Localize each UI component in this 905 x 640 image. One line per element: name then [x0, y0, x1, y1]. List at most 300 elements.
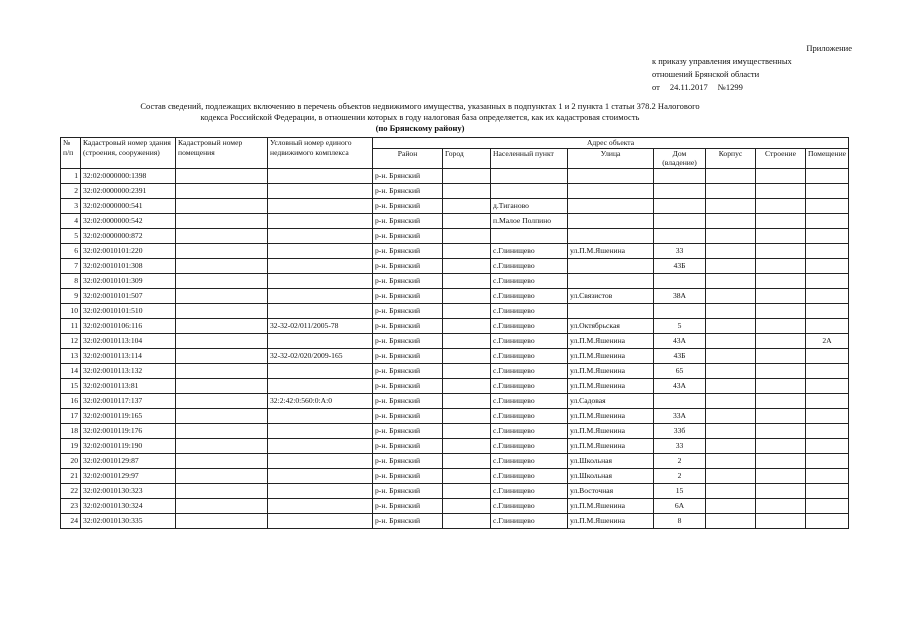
cell-district: р-н. Брянский [373, 318, 443, 333]
header-city: Город [443, 148, 491, 168]
cell-room [806, 393, 849, 408]
cell-house: 2 [654, 453, 706, 468]
cell-complex [268, 513, 373, 528]
cell-num: 8 [61, 273, 81, 288]
cell-settlement: с.Глинищево [491, 408, 568, 423]
cell-cad-building: 32:02:0010119:176 [81, 423, 176, 438]
cell-room: 2А [806, 333, 849, 348]
cell-cad-room [176, 408, 268, 423]
table-row [61, 453, 849, 468]
header-cad-room: Кадастровый номер помещения [176, 138, 268, 169]
cell-cad-building: 32:02:0010130:324 [81, 498, 176, 513]
cell-complex [268, 333, 373, 348]
cell-korpus [706, 243, 756, 258]
cell-street: ул.Школьная [568, 468, 654, 483]
cell-korpus [706, 438, 756, 453]
cell-street [568, 303, 654, 318]
cell-cad-building: 32:02:0010101:220 [81, 243, 176, 258]
cell-city [443, 288, 491, 303]
cell-num: 22 [61, 483, 81, 498]
cell-street: ул.П.М.Яшенина [568, 498, 654, 513]
cell-num: 3 [61, 198, 81, 213]
table-row [61, 213, 849, 228]
cell-korpus [706, 288, 756, 303]
cell-building [756, 363, 806, 378]
cell-cad-building: 32:02:0010113:81 [81, 378, 176, 393]
cell-room [806, 273, 849, 288]
appendix-block [652, 42, 852, 94]
cell-district: р-н. Брянский [373, 468, 443, 483]
cell-num: 9 [61, 288, 81, 303]
cell-korpus [706, 408, 756, 423]
cell-building [756, 498, 806, 513]
cell-complex [268, 183, 373, 198]
cell-building [756, 453, 806, 468]
cell-num: 16 [61, 393, 81, 408]
cell-street: ул.П.М.Яшенина [568, 243, 654, 258]
cell-korpus [706, 423, 756, 438]
cell-cad-room [176, 393, 268, 408]
cell-settlement: с.Глинищево [491, 243, 568, 258]
cell-korpus [706, 198, 756, 213]
cell-korpus [706, 363, 756, 378]
cell-city [443, 333, 491, 348]
cell-cad-room [176, 258, 268, 273]
cell-korpus [706, 228, 756, 243]
header-district: Район [373, 148, 443, 168]
cell-room [806, 318, 849, 333]
cell-cad-building: 32:02:0010113:104 [81, 333, 176, 348]
cell-korpus [706, 258, 756, 273]
cell-house [654, 198, 706, 213]
cell-building [756, 393, 806, 408]
cell-cad-room [176, 213, 268, 228]
cell-settlement: с.Глинищево [491, 498, 568, 513]
document-heading [120, 101, 720, 134]
cell-cad-room [176, 453, 268, 468]
cell-room [806, 408, 849, 423]
cell-cad-building: 32:02:0000000:542 [81, 213, 176, 228]
cell-street: ул.Восточная [568, 483, 654, 498]
cell-complex [268, 483, 373, 498]
cell-settlement: с.Глинищево [491, 423, 568, 438]
cell-complex [268, 228, 373, 243]
cell-building [756, 408, 806, 423]
table-row [61, 258, 849, 273]
cell-district: р-н. Брянский [373, 453, 443, 468]
cell-complex [268, 438, 373, 453]
cell-district: р-н. Брянский [373, 183, 443, 198]
cell-room [806, 198, 849, 213]
cell-room [806, 423, 849, 438]
cell-cad-room [176, 243, 268, 258]
cell-cad-building: 32:02:0010113:132 [81, 363, 176, 378]
cell-cad-building: 32:02:0000000:2391 [81, 183, 176, 198]
cell-building [756, 318, 806, 333]
cell-street: ул.П.М.Яшенина [568, 408, 654, 423]
cell-complex [268, 303, 373, 318]
cell-district: р-н. Брянский [373, 228, 443, 243]
cell-house: 65 [654, 363, 706, 378]
cell-city [443, 378, 491, 393]
cell-complex: 32:2:42:0:560:0:A:0 [268, 393, 373, 408]
cell-korpus [706, 453, 756, 468]
cell-num: 6 [61, 243, 81, 258]
header-address: Адрес объекта [373, 138, 849, 149]
cell-num: 13 [61, 348, 81, 363]
cell-cad-room [176, 348, 268, 363]
cell-room [806, 183, 849, 198]
cell-num: 11 [61, 318, 81, 333]
cell-room [806, 228, 849, 243]
cell-korpus [706, 483, 756, 498]
cell-building [756, 333, 806, 348]
cell-settlement: с.Глинищево [491, 513, 568, 528]
cell-cad-room [176, 378, 268, 393]
cell-house: 8 [654, 513, 706, 528]
cell-city [443, 228, 491, 243]
cell-korpus [706, 213, 756, 228]
cell-house: 33б [654, 423, 706, 438]
cell-house: 33 [654, 243, 706, 258]
cell-house: 33 [654, 438, 706, 453]
cell-cad-building: 32:02:0010119:190 [81, 438, 176, 453]
cell-city [443, 258, 491, 273]
cell-district: р-н. Брянский [373, 273, 443, 288]
cell-district: р-н. Брянский [373, 333, 443, 348]
cell-city [443, 303, 491, 318]
header-street: Улица [568, 148, 654, 168]
cell-district: р-н. Брянский [373, 348, 443, 363]
cell-complex [268, 273, 373, 288]
cell-cad-building: 32:02:0000000:872 [81, 228, 176, 243]
cell-building [756, 303, 806, 318]
cell-settlement: с.Глинищево [491, 318, 568, 333]
cell-district: р-н. Брянский [373, 483, 443, 498]
cell-building [756, 288, 806, 303]
appendix-date-line [652, 81, 852, 94]
header-settlement: Населенный пункт [491, 148, 568, 168]
cell-district: р-н. Брянский [373, 378, 443, 393]
cell-cad-building: 32:02:0010130:323 [81, 483, 176, 498]
cell-building [756, 213, 806, 228]
cell-cad-building: 32:02:0010101:510 [81, 303, 176, 318]
cell-room [806, 288, 849, 303]
cell-cad-room [176, 168, 268, 183]
cell-district: р-н. Брянский [373, 513, 443, 528]
cell-cad-building: 32:02:0010129:97 [81, 468, 176, 483]
cell-street [568, 258, 654, 273]
cell-complex [268, 498, 373, 513]
cell-korpus [706, 303, 756, 318]
cell-street [568, 168, 654, 183]
cell-building [756, 228, 806, 243]
cell-house: 15 [654, 483, 706, 498]
cell-house [654, 273, 706, 288]
cell-building [756, 483, 806, 498]
cell-city [443, 423, 491, 438]
header-num: № п/п [61, 138, 81, 169]
cell-korpus [706, 348, 756, 363]
cell-city [443, 213, 491, 228]
cell-room [806, 378, 849, 393]
cell-korpus [706, 333, 756, 348]
cell-house: 43А [654, 378, 706, 393]
header-room: Помещение [806, 148, 849, 168]
cell-district: р-н. Брянский [373, 363, 443, 378]
cell-num: 14 [61, 363, 81, 378]
header-complex: Условный номер единого недвижимого комплекса [268, 138, 373, 169]
heading-line-1: Состав сведений, подлежащих включению в перечень объектов недвижимого имущества, указанных в подпунктах 1 и 2 пункта 1 статьи 378.2 Налогового [140, 101, 700, 111]
cell-street: ул.П.М.Яшенина [568, 348, 654, 363]
cell-complex [268, 168, 373, 183]
cell-district: р-н. Брянский [373, 243, 443, 258]
cell-settlement: с.Глинищево [491, 468, 568, 483]
cell-cad-room [176, 513, 268, 528]
table-row [61, 498, 849, 513]
cell-settlement: с.Глинищево [491, 378, 568, 393]
cell-complex [268, 378, 373, 393]
appendix-date: 24.11.2017 [669, 82, 708, 92]
cell-house [654, 183, 706, 198]
cell-building [756, 168, 806, 183]
cell-room [806, 348, 849, 363]
cell-city [443, 498, 491, 513]
table-row [61, 483, 849, 498]
cell-korpus [706, 468, 756, 483]
cell-room [806, 498, 849, 513]
cell-settlement: д.Тиганово [491, 198, 568, 213]
cell-complex [268, 468, 373, 483]
cell-cad-building: 32:02:0010101:507 [81, 288, 176, 303]
cell-num: 5 [61, 228, 81, 243]
cell-district: р-н. Брянский [373, 408, 443, 423]
cell-cad-room [176, 423, 268, 438]
cell-settlement: с.Глинищево [491, 438, 568, 453]
cell-street: ул.П.М.Яшенина [568, 423, 654, 438]
cell-city [443, 243, 491, 258]
cell-street [568, 228, 654, 243]
cell-city [443, 408, 491, 423]
cell-house: 43Б [654, 258, 706, 273]
header-house: Дом (владение) [654, 148, 706, 168]
cell-cad-room [176, 303, 268, 318]
cell-district: р-н. Брянский [373, 168, 443, 183]
cell-street: ул.Октябрьская [568, 318, 654, 333]
table-row [61, 393, 849, 408]
cell-house [654, 228, 706, 243]
cell-district: р-н. Брянский [373, 213, 443, 228]
cell-settlement [491, 168, 568, 183]
cell-district: р-н. Брянский [373, 303, 443, 318]
cell-building [756, 513, 806, 528]
cell-cad-room [176, 483, 268, 498]
cell-korpus [706, 393, 756, 408]
cell-complex [268, 243, 373, 258]
table-row [61, 243, 849, 258]
cell-num: 24 [61, 513, 81, 528]
cell-complex [268, 453, 373, 468]
cell-street: ул.П.М.Яшенина [568, 333, 654, 348]
cell-city [443, 168, 491, 183]
cell-building [756, 438, 806, 453]
cell-korpus [706, 498, 756, 513]
cell-street [568, 183, 654, 198]
table-row [61, 318, 849, 333]
cell-num: 4 [61, 213, 81, 228]
cell-building [756, 258, 806, 273]
cell-settlement: с.Глинищево [491, 363, 568, 378]
table-row [61, 408, 849, 423]
cell-building [756, 273, 806, 288]
cell-settlement: с.Глинищево [491, 303, 568, 318]
cell-num: 18 [61, 423, 81, 438]
cell-settlement: с.Глинищево [491, 258, 568, 273]
cell-building [756, 348, 806, 363]
cell-room [806, 513, 849, 528]
appendix-date-prefix: от [652, 82, 660, 92]
cell-cad-building: 32:02:0010130:335 [81, 513, 176, 528]
cell-street: ул.П.М.Яшенина [568, 363, 654, 378]
table-row [61, 183, 849, 198]
cell-cad-room [176, 438, 268, 453]
cell-district: р-н. Брянский [373, 423, 443, 438]
cell-complex [268, 408, 373, 423]
cell-district: р-н. Брянский [373, 258, 443, 273]
cell-street: ул.Связистов [568, 288, 654, 303]
cell-num: 20 [61, 453, 81, 468]
appendix-line-2: отношений Брянской области [652, 69, 760, 79]
cell-room [806, 363, 849, 378]
cell-complex [268, 258, 373, 273]
cell-cad-room [176, 288, 268, 303]
cell-city [443, 468, 491, 483]
cell-num: 17 [61, 408, 81, 423]
table-row [61, 273, 849, 288]
cell-korpus [706, 318, 756, 333]
cell-building [756, 378, 806, 393]
cell-settlement: с.Глинищево [491, 393, 568, 408]
cell-settlement: с.Глинищево [491, 348, 568, 363]
appendix-number: №1299 [717, 82, 743, 92]
cell-complex: 32-32-02/020/2009-165 [268, 348, 373, 363]
cell-num: 19 [61, 438, 81, 453]
cell-complex [268, 198, 373, 213]
cell-num: 10 [61, 303, 81, 318]
cell-cad-building: 32:02:0010113:114 [81, 348, 176, 363]
cell-settlement [491, 228, 568, 243]
cell-complex: 32-32-02/011/2005-78 [268, 318, 373, 333]
appendix-line-1: к приказу управления имущественных [652, 56, 792, 66]
cell-room [806, 258, 849, 273]
cell-house [654, 303, 706, 318]
cell-building [756, 198, 806, 213]
cell-district: р-н. Брянский [373, 393, 443, 408]
table-body [61, 168, 849, 528]
cell-city [443, 183, 491, 198]
cell-cad-room [176, 198, 268, 213]
cell-cad-building: 32:02:0010101:309 [81, 273, 176, 288]
cell-room [806, 168, 849, 183]
table-row [61, 303, 849, 318]
table-row [61, 228, 849, 243]
table-row [61, 438, 849, 453]
cell-korpus [706, 273, 756, 288]
cell-complex [268, 363, 373, 378]
header-cad-building: Кадастровый номер здания (строения, сооружения) [81, 138, 176, 169]
cell-cad-building: 32:02:0000000:541 [81, 198, 176, 213]
cell-cad-room [176, 228, 268, 243]
cell-settlement [491, 183, 568, 198]
cell-room [806, 243, 849, 258]
cell-building [756, 468, 806, 483]
cell-cad-room [176, 363, 268, 378]
cell-city [443, 348, 491, 363]
cell-house [654, 393, 706, 408]
cell-city [443, 453, 491, 468]
table-row [61, 363, 849, 378]
cell-street [568, 273, 654, 288]
cell-cad-building: 32:02:0000000:1398 [81, 168, 176, 183]
cell-house: 43А [654, 333, 706, 348]
property-table [60, 137, 849, 529]
cell-cad-room [176, 183, 268, 198]
cell-city [443, 438, 491, 453]
cell-building [756, 243, 806, 258]
cell-street [568, 213, 654, 228]
cell-korpus [706, 168, 756, 183]
cell-complex [268, 213, 373, 228]
cell-district: р-н. Брянский [373, 498, 443, 513]
cell-settlement: п.Малое Полпино [491, 213, 568, 228]
cell-settlement: с.Глинищево [491, 333, 568, 348]
cell-room [806, 213, 849, 228]
cell-korpus [706, 513, 756, 528]
cell-building [756, 183, 806, 198]
cell-house: 38А [654, 288, 706, 303]
cell-city [443, 483, 491, 498]
cell-cad-room [176, 468, 268, 483]
cell-city [443, 318, 491, 333]
cell-settlement: с.Глинищево [491, 483, 568, 498]
table-row [61, 513, 849, 528]
cell-district: р-н. Брянский [373, 288, 443, 303]
cell-korpus [706, 183, 756, 198]
cell-cad-building: 32:02:0010101:308 [81, 258, 176, 273]
cell-house [654, 168, 706, 183]
cell-room [806, 468, 849, 483]
cell-room [806, 303, 849, 318]
cell-house [654, 213, 706, 228]
table-row [61, 288, 849, 303]
cell-num: 15 [61, 378, 81, 393]
cell-cad-room [176, 498, 268, 513]
header-building: Строение [756, 148, 806, 168]
cell-house: 5 [654, 318, 706, 333]
cell-street: ул.Садовая [568, 393, 654, 408]
cell-cad-building: 32:02:0010106:116 [81, 318, 176, 333]
table-row [61, 378, 849, 393]
cell-cad-building: 32:02:0010129:87 [81, 453, 176, 468]
cell-city [443, 513, 491, 528]
cell-cad-building: 32:02:0010117:137 [81, 393, 176, 408]
cell-district: р-н. Брянский [373, 438, 443, 453]
table-row [61, 168, 849, 183]
cell-house: 33А [654, 408, 706, 423]
table-row [61, 333, 849, 348]
cell-room [806, 438, 849, 453]
cell-house: 6А [654, 498, 706, 513]
